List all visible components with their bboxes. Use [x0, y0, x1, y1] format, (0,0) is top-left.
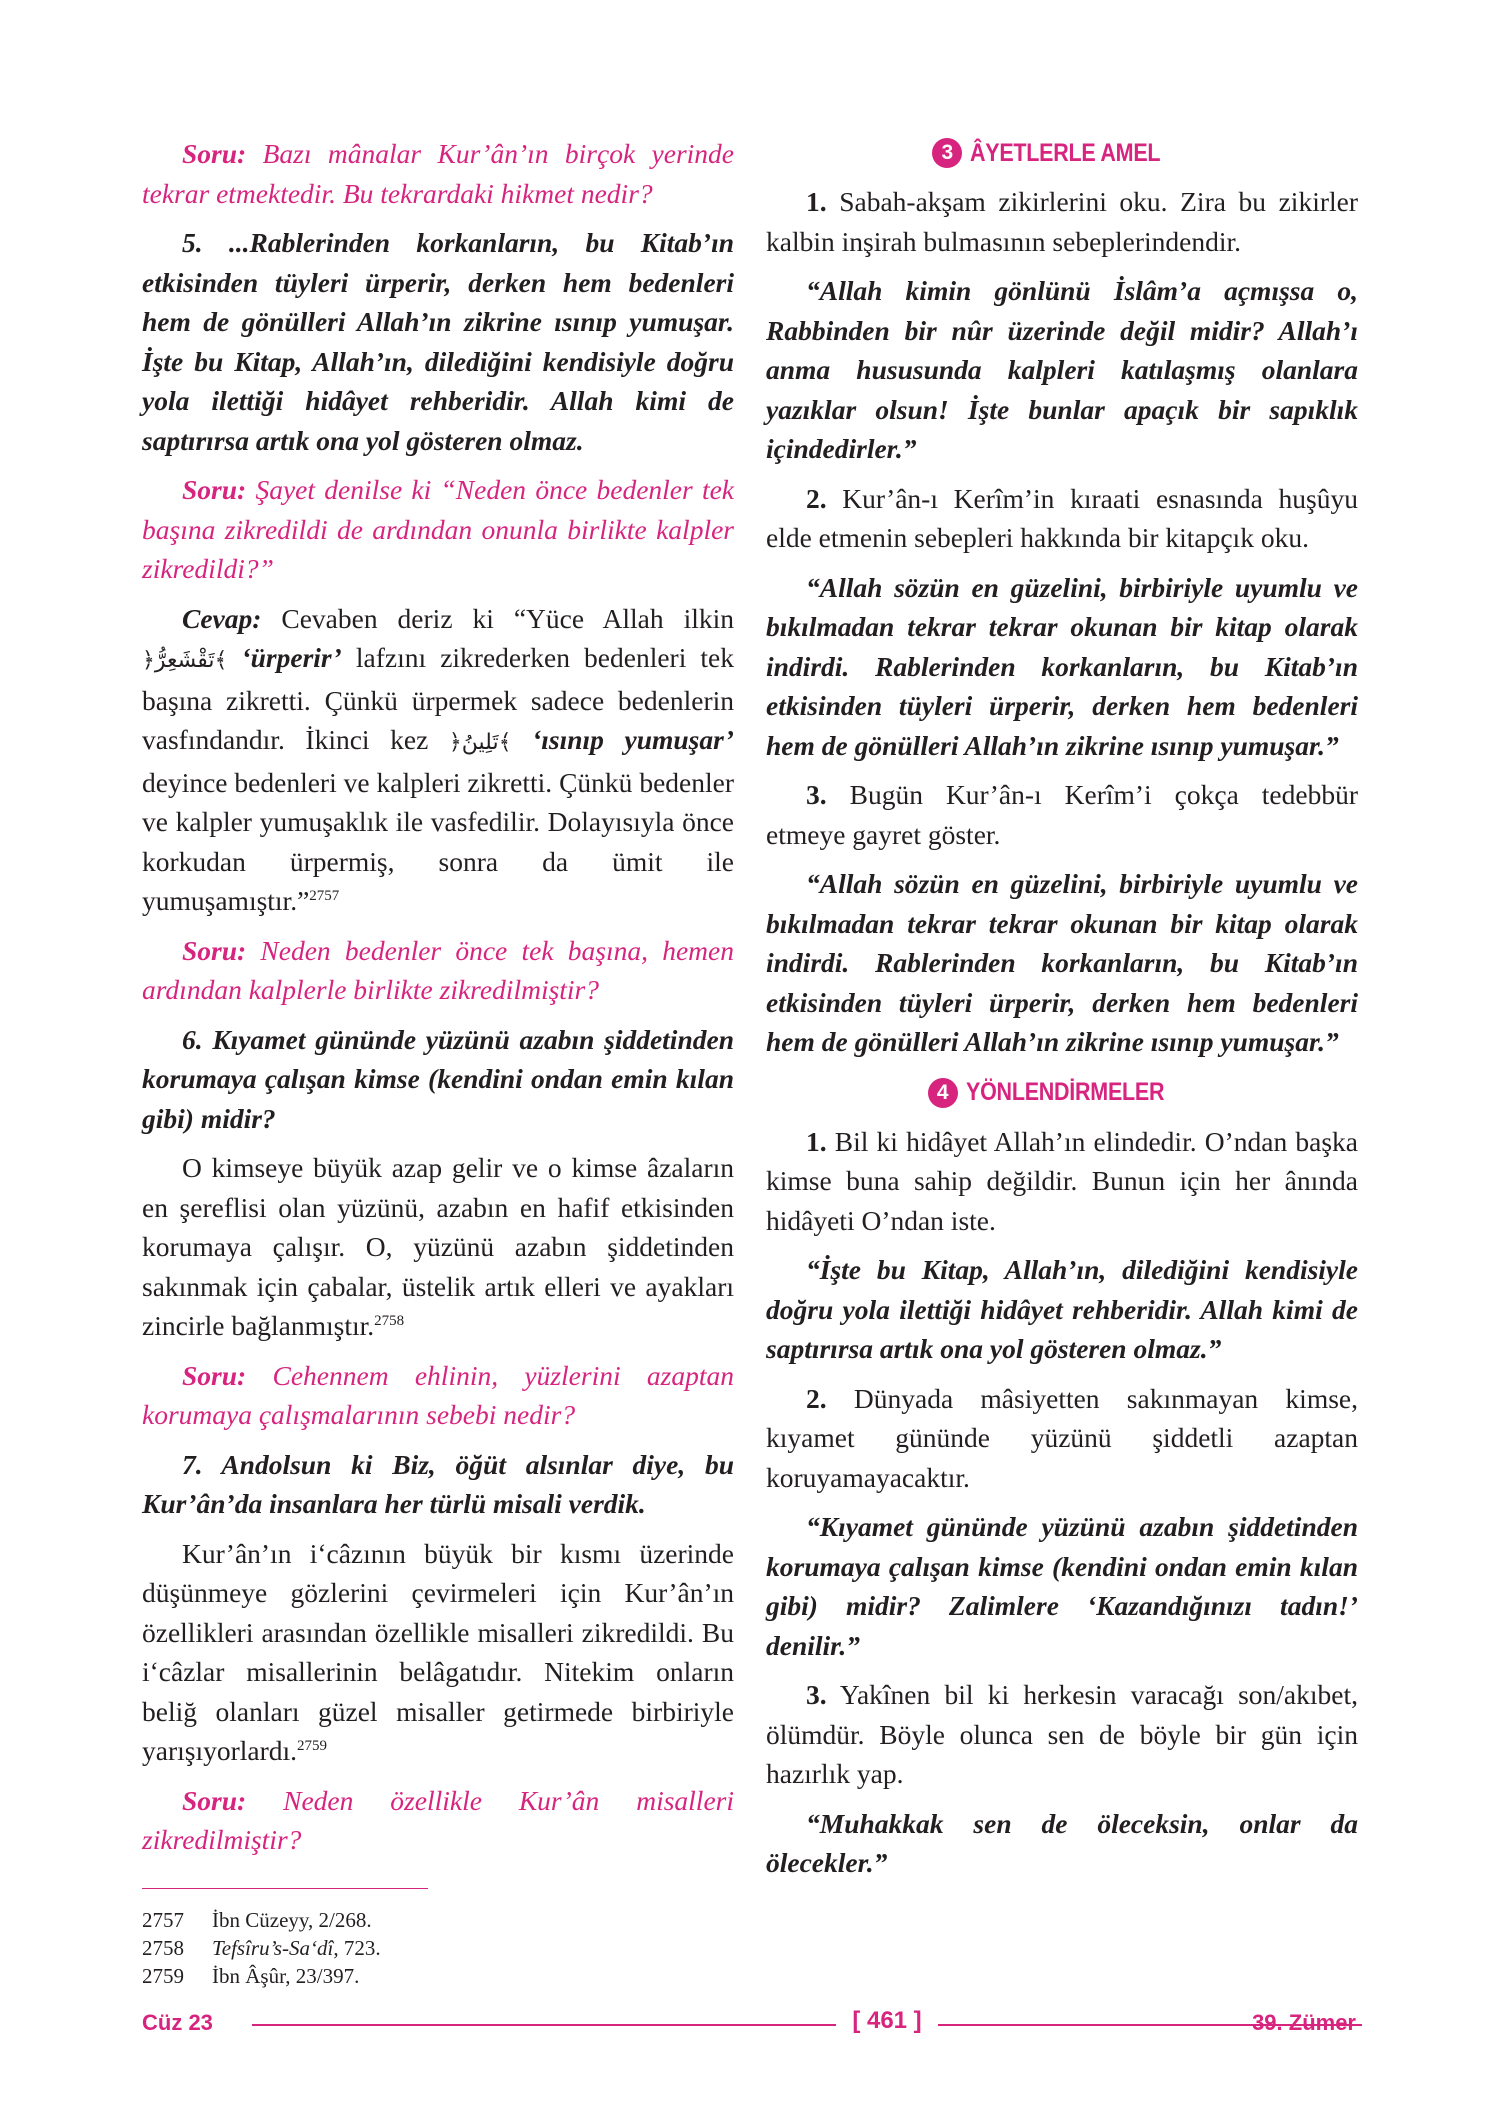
question-text: Şayet denilse ki “Neden önce bedenler tek başına zikredildi de ardından onunla birlikte kalpler zikredildi?”	[142, 474, 734, 584]
question-5	[142, 1781, 734, 1860]
question-4	[142, 1356, 734, 1435]
footnote-number: 2759	[142, 1964, 184, 1988]
footnote-ref: 2759	[297, 1737, 328, 1754]
footnote-source: Tefsîru’s-Sa‘dî	[212, 1936, 334, 1960]
right-column	[766, 134, 1358, 1883]
item-text: Kur’ân-ı Kerîm’in kıraati esnasında huşûyu elde etmenin sebepleri hakkında bir kitapçık oku.	[766, 482, 1358, 553]
footnote-number: 2757	[142, 1908, 184, 1932]
item-text: Bil ki hidâyet Allah’ın elindedir. O’ndan başka kimse buna sahip değildir. Bunun için her ânında hidâyeti O’ndan iste.	[766, 1125, 1358, 1236]
yonlendirme-verse-3: “Muhakkak sen de öleceksin, onlar da ölecekler.”	[766, 1807, 1358, 1878]
section-number-badge: 3	[932, 138, 962, 168]
section-number-badge: 4	[928, 1078, 958, 1108]
footnote-text: İbn Âşûr, 23/397.	[212, 1964, 360, 1988]
arabic-word-1: ﴿تَقْشَعِرُّ﴾	[142, 648, 228, 673]
item-number: 2.	[806, 1382, 827, 1414]
answer-text-2: lafzını zikrederken bedenleri tek başına zikretti. Çünkü ürpermek sadece bedenlerin vasfındandır. İkinci kez	[142, 642, 734, 755]
amel-verse-2: “Allah sözün en güzelini, birbiriyle uyumlu ve bıkılmadan tekrar tekrar okunan bir kitap olarak indirdi. Rablerinden korkanların, bu Kitab’ın etkisinden tüyleri ürperir, derken hem bedenleri hem de gönülleri Allah’ın zikrine ısınıp yumuşar.”	[766, 571, 1358, 761]
item-text: Sabah-akşam zikirlerini oku. Zira bu zikirler kalbin inşirah bulmasının sebeplerindendir.	[766, 186, 1358, 257]
yonlendirme-item-3	[766, 1675, 1358, 1794]
footnote-text: , 723.	[333, 1936, 381, 1960]
item-number: 1.	[806, 186, 827, 217]
question-text: Neden bedenler önce tek başına, hemen ardından kalplerle birlikte zikredilmiştir?	[142, 934, 734, 1005]
answer-text-3: deyince bedenleri ve kalpleri zikretti. Çünkü bedenler ve kalpler yumuşaklık ile vasfedilir. Dolayısıyla önce korkudan ürpermiş, sonra da ümit ile yumuşamıştır.”	[142, 766, 734, 916]
question-text: Cehennem ehlinin, yüzlerini azaptan korumaya çalışmalarının sebebi nedir?	[142, 1359, 734, 1430]
section-heading-ayetlerle-amel	[766, 138, 1358, 168]
item-number: 1.	[806, 1125, 827, 1157]
amel-item-1	[766, 182, 1358, 261]
amel-item-2	[766, 479, 1358, 558]
yonlendirme-item-2	[766, 1379, 1358, 1498]
question-text: Bazı mânalar Kur’ân’ın birçok yerinde tekrar etmektedir. Bu tekrardaki hikmet nedir?	[142, 138, 734, 209]
yonlendirme-verse-2: “Kıyamet gününde yüzünü azabın şiddetinden korumaya çalışan kimse (kendini ondan emin kılan gibi) midir? Zalimlere ‘Kazandığınızı tadın!’ denilir.”	[766, 1511, 1358, 1661]
footnote-ref: 2757	[309, 887, 340, 904]
paragraph-7	[142, 1534, 734, 1771]
question-label: Soru:	[182, 934, 247, 966]
question-label: Soru:	[182, 474, 247, 505]
question-label: Soru:	[182, 138, 247, 169]
footnote-divider	[142, 1888, 428, 1889]
item-text: Bugün Kur’ân-ı Kerîm’i çokça tedebbür etmeye gayret göster.	[766, 779, 1358, 850]
verse-7: 7. Andolsun ki Biz, öğüt alsınlar diye, bu Kur’ân’da insanlara her türlü misali verdik.	[142, 1448, 734, 1519]
footnote-item	[142, 1962, 742, 1990]
footer-juz: Cüz 23	[142, 2010, 213, 2035]
footnote-ref: 2758	[374, 1312, 405, 1329]
answer-text-1: Cevaben deriz ki “Yüce Allah ilkin	[261, 602, 734, 634]
paragraph-text: O kimseye büyük azap gelir ve o kimse âzaların en şereflisi olan yüzünü, azabın en hafif etkisinden korumaya çalışır. O, yüzünü azabın şiddetinden sakınmak için çabalar, üstelik artık elleri ve ayakları zincirle bağlanmıştır.	[142, 1152, 734, 1341]
footer-surah: 39. Zümer	[1252, 2010, 1356, 2035]
section-heading-yonlendirmeler	[766, 1078, 1358, 1108]
answer-word-2: ‘ısınıp yumuşar’	[511, 724, 735, 755]
question-1	[142, 134, 734, 213]
footnotes	[142, 1906, 742, 1990]
paragraph-6	[142, 1148, 734, 1346]
amel-verse-1: “Allah kimin gönlünü İslâm’a açmışsa o, Rabbinden bir nûr üzerinde değil midir? Allah’ı anma hususunda kalpleri katılaşmış olanlara yazıklar olsun! İşte bunlar apaçık bir sapıklık içindedirler.”	[766, 275, 1358, 464]
item-number: 2.	[806, 482, 827, 514]
section-title: ÂYETLERLE AMEL	[970, 138, 1161, 167]
yonlendirme-item-1	[766, 1122, 1358, 1241]
answer-label: Cevap:	[182, 602, 262, 634]
answer-word-1: ‘ürperir’	[227, 642, 342, 673]
yonlendirme-verse-1: “İşte bu Kitap, Allah’ın, dilediğini kendisiyle doğru yola ilettiği hidâyet rehberidir. Allah kimi de saptırırsa artık ona yol gösteren olmaz.”	[766, 1254, 1358, 1364]
verse-5: 5. ...Rablerinden korkanların, bu Kitab’ın etkisinden tüyleri ürperir, derken hem bedenleri hem de gönülleri Allah’ın zikrine ısınıp yumuşar. İşte bu Kitap, Allah’ın, dilediğini kendisiyle doğru yola ilettiği hidâyet rehberidir. Allah kimi de saptırırsa artık ona yol gösteren olmaz.	[142, 227, 734, 456]
footnote-number: 2758	[142, 1936, 184, 1960]
item-number: 3.	[806, 779, 827, 810]
question-label: Soru:	[182, 1359, 247, 1391]
question-label: Soru:	[182, 1784, 247, 1816]
item-text: Dünyada mâsiyetten sakınmayan kimse, kıyamet gününde yüzünü şiddetli azaptan koruyamayacaktır.	[766, 1382, 1358, 1493]
amel-item-3	[766, 775, 1358, 854]
answer-paragraph	[142, 599, 734, 921]
footnote-text: İbn Cüzeyy, 2/268.	[212, 1908, 372, 1932]
question-3	[142, 931, 734, 1010]
section-title: YÖNLENDİRMELER	[965, 1078, 1164, 1106]
verse-6: 6. Kıyamet gününde yüzünü azabın şiddetinden korumaya çalışan kimse (kendini ondan emin kılan gibi) midir?	[142, 1023, 734, 1134]
amel-verse-3: “Allah sözün en güzelini, birbiriyle uyumlu ve bıkılmadan tekrar tekrar okunan bir kitap olarak indirdi. Rablerinden korkanların, bu Kitab’ın etkisinden tüyleri ürperir, derken hem bedenleri hem de gönülleri Allah’ın zikrine ısınıp yumuşar.”	[766, 868, 1358, 1057]
question-text: Neden özellikle Kur’ân misalleri zikredilmiştir?	[142, 1784, 734, 1855]
page-number: [ 461 ]	[852, 2007, 922, 2034]
footnote-item	[142, 1906, 742, 1934]
footer-rule-left	[252, 2024, 836, 2026]
left-column	[142, 134, 734, 1860]
paragraph-text: Kur’ân’ın i‘câzının büyük bir kısmı üzerinde düşünmeye gözlerini çevirmeleri için Kur’ân’ın özellikleri arasından özellikle misalleri zikredildi. Bu i‘câzlar misallerinin belâgatıdır. Nitekim onların beliğ olanları güzel misaller getirmede birbiriyle yarışıyorlardı.	[142, 1537, 734, 1766]
page-footer	[142, 2007, 1356, 2040]
footnote-item	[142, 1934, 742, 1962]
arabic-word-2: ﴿تَلِينُ﴾	[448, 730, 512, 755]
question-2	[142, 470, 734, 589]
item-number: 3.	[806, 1679, 827, 1710]
item-text: Yakînen bil ki herkesin varacağı son/akıbet, ölümdür. Böyle olunca sen de böyle bir gün için hazırlık yap.	[766, 1679, 1358, 1789]
